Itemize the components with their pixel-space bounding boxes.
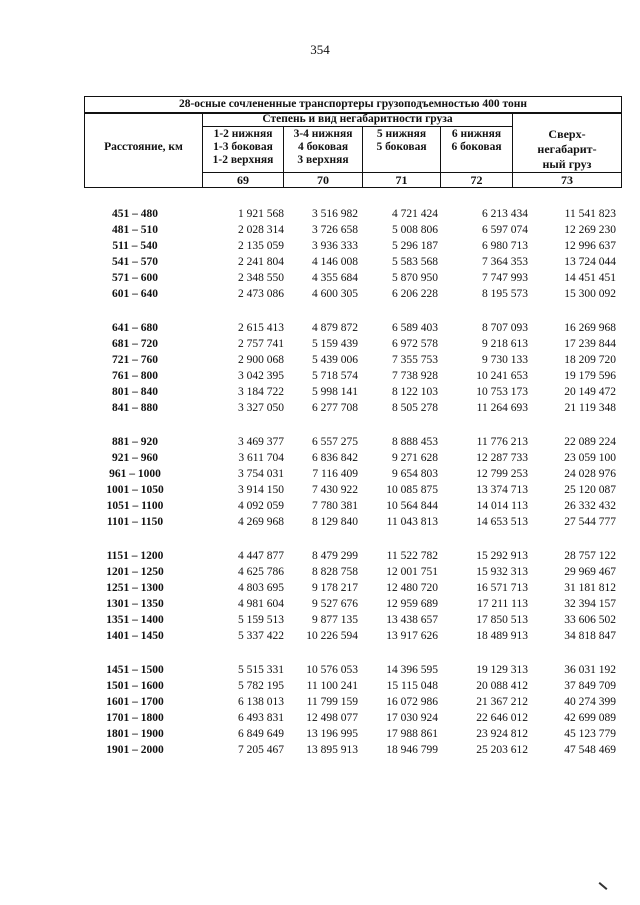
table-row <box>84 352 622 368</box>
value-cell: 33 606 502 <box>564 614 616 626</box>
value-cell: 3 516 982 <box>312 208 358 220</box>
value-cell: 18 946 799 <box>386 744 438 756</box>
table-row <box>84 254 622 270</box>
table-row <box>84 662 622 678</box>
value-cell: 12 799 253 <box>476 468 528 480</box>
distance-cell: 1051 – 1100 <box>106 500 164 512</box>
value-cell: 6 557 275 <box>312 436 358 448</box>
value-cell: 9 654 803 <box>392 468 438 480</box>
distance-cell: 1901 – 2000 <box>106 744 164 756</box>
col-number: 71 <box>395 173 408 187</box>
value-cell: 6 589 403 <box>392 322 438 334</box>
value-cell: 2 900 068 <box>238 354 284 366</box>
col-header-70: 3-4 нижняя 4 боковая 3 верхняя <box>293 128 353 166</box>
group-divider <box>202 126 512 127</box>
table-row <box>84 742 622 758</box>
value-cell: 15 300 092 <box>564 288 616 300</box>
table-row <box>84 368 622 384</box>
value-cell: 7 780 381 <box>312 500 358 512</box>
value-cell: 26 332 432 <box>564 500 616 512</box>
value-cell: 16 269 968 <box>564 322 616 334</box>
value-cell: 11 043 813 <box>386 516 438 528</box>
value-cell: 2 135 059 <box>238 240 284 252</box>
value-cell: 7 355 753 <box>392 354 438 366</box>
value-cell: 13 724 044 <box>564 256 616 268</box>
value-cell: 8 479 299 <box>312 550 358 562</box>
value-cell: 19 179 596 <box>564 370 616 382</box>
row-group <box>84 320 622 416</box>
value-cell: 3 184 722 <box>238 386 284 398</box>
value-cell: 2 028 314 <box>238 224 284 236</box>
value-cell: 10 576 053 <box>306 664 358 676</box>
value-cell: 9 218 613 <box>482 338 528 350</box>
value-cell: 14 451 451 <box>564 272 616 284</box>
value-cell: 5 159 513 <box>238 614 284 626</box>
col-number: 69 <box>237 173 249 187</box>
value-cell: 6 972 578 <box>392 338 438 350</box>
value-cell: 15 115 048 <box>386 680 438 692</box>
value-cell: 2 615 413 <box>238 322 284 334</box>
value-cell: 45 123 779 <box>564 728 616 740</box>
distance-cell: 881 – 920 <box>112 436 158 448</box>
value-cell: 17 239 844 <box>564 338 616 350</box>
value-cell: 8 707 093 <box>482 322 528 334</box>
value-cell: 8 129 840 <box>312 516 358 528</box>
distance-cell: 481 – 510 <box>112 224 158 236</box>
value-cell: 17 030 924 <box>386 712 438 724</box>
value-cell: 3 611 704 <box>238 452 284 464</box>
value-cell: 3 754 031 <box>238 468 284 480</box>
value-cell: 10 753 173 <box>476 386 528 398</box>
value-cell: 5 008 806 <box>392 224 438 236</box>
value-cell: 9 877 135 <box>312 614 358 626</box>
value-cell: 8 888 453 <box>392 436 438 448</box>
distance-cell: 961 – 1000 <box>109 468 161 480</box>
value-cell: 5 870 950 <box>392 272 438 284</box>
value-cell: 12 996 637 <box>564 240 616 252</box>
table-row <box>84 612 622 628</box>
value-cell: 6 836 842 <box>312 452 358 464</box>
value-cell: 3 042 395 <box>238 370 284 382</box>
value-cell: 8 122 103 <box>392 386 438 398</box>
value-cell: 5 439 006 <box>312 354 358 366</box>
table-row <box>84 434 622 450</box>
value-cell: 16 571 713 <box>476 582 528 594</box>
value-cell: 25 203 612 <box>476 744 528 756</box>
value-cell: 6 138 013 <box>238 696 284 708</box>
value-cell: 4 600 305 <box>312 288 358 300</box>
value-cell: 7 364 353 <box>482 256 528 268</box>
value-cell: 12 959 689 <box>386 598 438 610</box>
value-cell: 4 447 877 <box>238 550 284 562</box>
value-cell: 5 515 331 <box>238 664 284 676</box>
value-cell: 12 001 751 <box>386 566 438 578</box>
distance-cell: 511 – 540 <box>112 240 158 252</box>
table-row <box>84 270 622 286</box>
value-cell: 10 085 875 <box>386 484 438 496</box>
value-cell: 25 120 087 <box>564 484 616 496</box>
distance-cell: 1501 – 1600 <box>106 680 164 692</box>
table-row <box>84 222 622 238</box>
distance-cell: 1351 – 1400 <box>106 614 164 626</box>
value-cell: 10 241 653 <box>476 370 528 382</box>
value-cell: 18 489 913 <box>476 630 528 642</box>
value-cell: 7 116 409 <box>312 468 358 480</box>
value-cell: 24 028 976 <box>564 468 616 480</box>
table-row <box>84 564 622 580</box>
value-cell: 13 917 626 <box>386 630 438 642</box>
value-cell: 20 088 412 <box>476 680 528 692</box>
value-cell: 15 292 913 <box>476 550 528 562</box>
value-cell: 3 469 377 <box>238 436 284 448</box>
distance-cell: 1151 – 1200 <box>106 550 164 562</box>
value-cell: 12 287 733 <box>476 452 528 464</box>
value-cell: 4 879 872 <box>312 322 358 334</box>
value-cell: 2 473 086 <box>238 288 284 300</box>
value-cell: 47 548 469 <box>564 744 616 756</box>
value-cell: 18 209 720 <box>564 354 616 366</box>
table-row <box>84 628 622 644</box>
value-cell: 2 241 804 <box>238 256 284 268</box>
value-cell: 14 396 595 <box>386 664 438 676</box>
distance-cell: 1251 – 1300 <box>106 582 164 594</box>
value-cell: 8 828 758 <box>312 566 358 578</box>
value-cell: 5 296 187 <box>392 240 438 252</box>
value-cell: 28 757 122 <box>564 550 616 562</box>
table-row <box>84 384 622 400</box>
col-header-73: Сверх- негабарит- ный груз <box>537 127 597 171</box>
distance-cell: 541 – 570 <box>112 256 158 268</box>
value-cell: 9 271 628 <box>392 452 438 464</box>
table-row <box>84 498 622 514</box>
table-title: 28-осные сочлененные транспортеры грузоподъемностью 400 тонн <box>178 98 528 110</box>
group-header: Степень и вид негабаритности груза <box>262 113 453 125</box>
col-number: 72 <box>470 173 483 187</box>
table-row <box>84 238 622 254</box>
table-row <box>84 320 622 336</box>
value-cell: 20 149 472 <box>564 386 616 398</box>
value-cell: 3 914 150 <box>238 484 284 496</box>
table-body <box>84 206 622 776</box>
value-cell: 7 430 922 <box>312 484 358 496</box>
value-cell: 42 699 089 <box>564 712 616 724</box>
value-cell: 13 438 657 <box>386 614 438 626</box>
value-cell: 6 849 649 <box>238 728 284 740</box>
value-cell: 9 730 133 <box>482 354 528 366</box>
value-cell: 27 544 777 <box>564 516 616 528</box>
table-row <box>84 710 622 726</box>
value-cell: 5 337 422 <box>238 630 284 642</box>
value-cell: 23 059 100 <box>564 452 616 464</box>
distance-cell: 641 – 680 <box>112 322 158 334</box>
table-header <box>84 96 622 188</box>
value-cell: 37 849 709 <box>564 680 616 692</box>
value-cell: 4 721 424 <box>392 208 438 220</box>
distance-cell: 761 – 800 <box>112 370 158 382</box>
value-cell: 8 505 278 <box>392 402 438 414</box>
value-cell: 9 527 676 <box>312 598 358 610</box>
table-row <box>84 482 622 498</box>
value-cell: 12 269 230 <box>564 224 616 236</box>
value-cell: 12 498 077 <box>306 712 358 724</box>
value-cell: 8 195 573 <box>482 288 528 300</box>
distance-cell: 721 – 760 <box>112 354 158 366</box>
distance-cell: 921 – 960 <box>112 452 158 464</box>
distance-cell: 1001 – 1050 <box>106 484 164 496</box>
table-row <box>84 466 622 482</box>
page-number: 354 <box>310 42 330 57</box>
table-row <box>84 596 622 612</box>
value-cell: 40 274 399 <box>564 696 616 708</box>
value-cell: 13 196 995 <box>306 728 358 740</box>
value-cell: 13 895 913 <box>306 744 358 756</box>
value-cell: 11 522 782 <box>386 550 438 562</box>
value-cell: 22 646 012 <box>476 712 528 724</box>
table-row <box>84 450 622 466</box>
value-cell: 5 583 568 <box>392 256 438 268</box>
value-cell: 17 988 861 <box>386 728 438 740</box>
value-cell: 11 541 823 <box>564 208 616 220</box>
pen-mark <box>599 882 608 890</box>
value-cell: 23 924 812 <box>476 728 528 740</box>
value-cell: 6 213 434 <box>482 208 528 220</box>
value-cell: 5 718 574 <box>312 370 358 382</box>
value-cell: 12 480 720 <box>386 582 438 594</box>
distance-cell: 1201 – 1250 <box>106 566 164 578</box>
distance-cell: 841 – 880 <box>112 402 158 414</box>
value-cell: 10 226 594 <box>306 630 358 642</box>
value-cell: 1 921 568 <box>238 208 284 220</box>
value-cell: 31 181 812 <box>564 582 616 594</box>
value-cell: 4 355 684 <box>312 272 358 284</box>
value-cell: 7 738 928 <box>392 370 438 382</box>
value-cell: 3 726 658 <box>312 224 358 236</box>
value-cell: 4 092 059 <box>238 500 284 512</box>
distance-cell: 1601 – 1700 <box>106 696 164 708</box>
value-cell: 34 818 847 <box>564 630 616 642</box>
distance-cell: 1301 – 1350 <box>106 598 164 610</box>
col-number: 73 <box>561 173 573 187</box>
table-row <box>84 548 622 564</box>
col-header-71: 5 нижняя 5 боковая <box>376 128 427 153</box>
value-cell: 17 211 113 <box>477 598 528 610</box>
row-group <box>84 206 622 302</box>
value-cell: 11 264 693 <box>476 402 528 414</box>
value-cell: 36 031 192 <box>564 664 616 676</box>
distance-cell: 1701 – 1800 <box>106 712 164 724</box>
value-cell: 4 625 786 <box>238 566 284 578</box>
value-cell: 4 146 008 <box>312 256 358 268</box>
table-row <box>84 400 622 416</box>
value-cell: 4 981 604 <box>238 598 284 610</box>
value-cell: 16 072 986 <box>386 696 438 708</box>
value-cell: 2 348 550 <box>238 272 284 284</box>
value-cell: 4 803 695 <box>238 582 284 594</box>
col-header-69: 1-2 нижняя 1-3 боковая 1-2 верхняя <box>212 128 274 166</box>
distance-cell: 571 – 600 <box>112 272 158 284</box>
value-cell: 14 014 113 <box>476 500 528 512</box>
value-cell: 6 597 074 <box>482 224 528 236</box>
row-group <box>84 548 622 644</box>
col-header-72: 6 нижняя 6 боковая <box>451 128 502 153</box>
value-cell: 32 394 157 <box>564 598 616 610</box>
value-cell: 17 850 513 <box>476 614 528 626</box>
col-number: 70 <box>317 173 329 187</box>
value-cell: 5 998 141 <box>312 386 358 398</box>
table-row <box>84 514 622 530</box>
value-cell: 29 969 467 <box>564 566 616 578</box>
value-cell: 11 100 241 <box>306 680 358 692</box>
value-cell: 19 129 313 <box>476 664 528 676</box>
value-cell: 9 178 217 <box>312 582 358 594</box>
value-cell: 10 564 844 <box>386 500 438 512</box>
value-cell: 7 205 467 <box>238 744 284 756</box>
value-cell: 13 374 713 <box>476 484 528 496</box>
row-group <box>84 434 622 530</box>
value-cell: 3 936 333 <box>312 240 358 252</box>
value-cell: 6 206 228 <box>392 288 438 300</box>
table-row <box>84 336 622 352</box>
value-cell: 7 747 993 <box>482 272 528 284</box>
value-cell: 5 782 195 <box>238 680 284 692</box>
distance-cell: 1801 – 1900 <box>106 728 164 740</box>
value-cell: 21 367 212 <box>476 696 528 708</box>
value-cell: 11 776 213 <box>476 436 528 448</box>
table-row <box>84 694 622 710</box>
value-cell: 21 119 348 <box>564 402 616 414</box>
value-cell: 15 932 313 <box>476 566 528 578</box>
value-cell: 6 980 713 <box>482 240 528 252</box>
distance-cell: 451 – 480 <box>112 208 158 220</box>
row-group <box>84 662 622 758</box>
value-cell: 5 159 439 <box>312 338 358 350</box>
value-cell: 4 269 968 <box>238 516 284 528</box>
distance-cell: 681 – 720 <box>112 338 158 350</box>
value-cell: 3 327 050 <box>238 402 284 414</box>
value-cell: 6 493 831 <box>238 712 284 724</box>
distance-cell: 601 – 640 <box>112 288 158 300</box>
value-cell: 14 653 513 <box>476 516 528 528</box>
table-row <box>84 726 622 742</box>
table-row <box>84 678 622 694</box>
value-cell: 11 799 159 <box>306 696 358 708</box>
distance-cell: 1451 – 1500 <box>106 664 164 676</box>
table-row <box>84 206 622 222</box>
distance-header: Расстояние, км <box>104 141 183 153</box>
value-cell: 2 757 741 <box>238 338 284 350</box>
table-row <box>84 580 622 596</box>
table-row <box>84 286 622 302</box>
distance-cell: 1401 – 1450 <box>106 630 164 642</box>
distance-cell: 801 – 840 <box>112 386 158 398</box>
value-cell: 22 089 224 <box>564 436 616 448</box>
distance-cell: 1101 – 1150 <box>106 516 164 528</box>
value-cell: 6 277 708 <box>312 402 358 414</box>
